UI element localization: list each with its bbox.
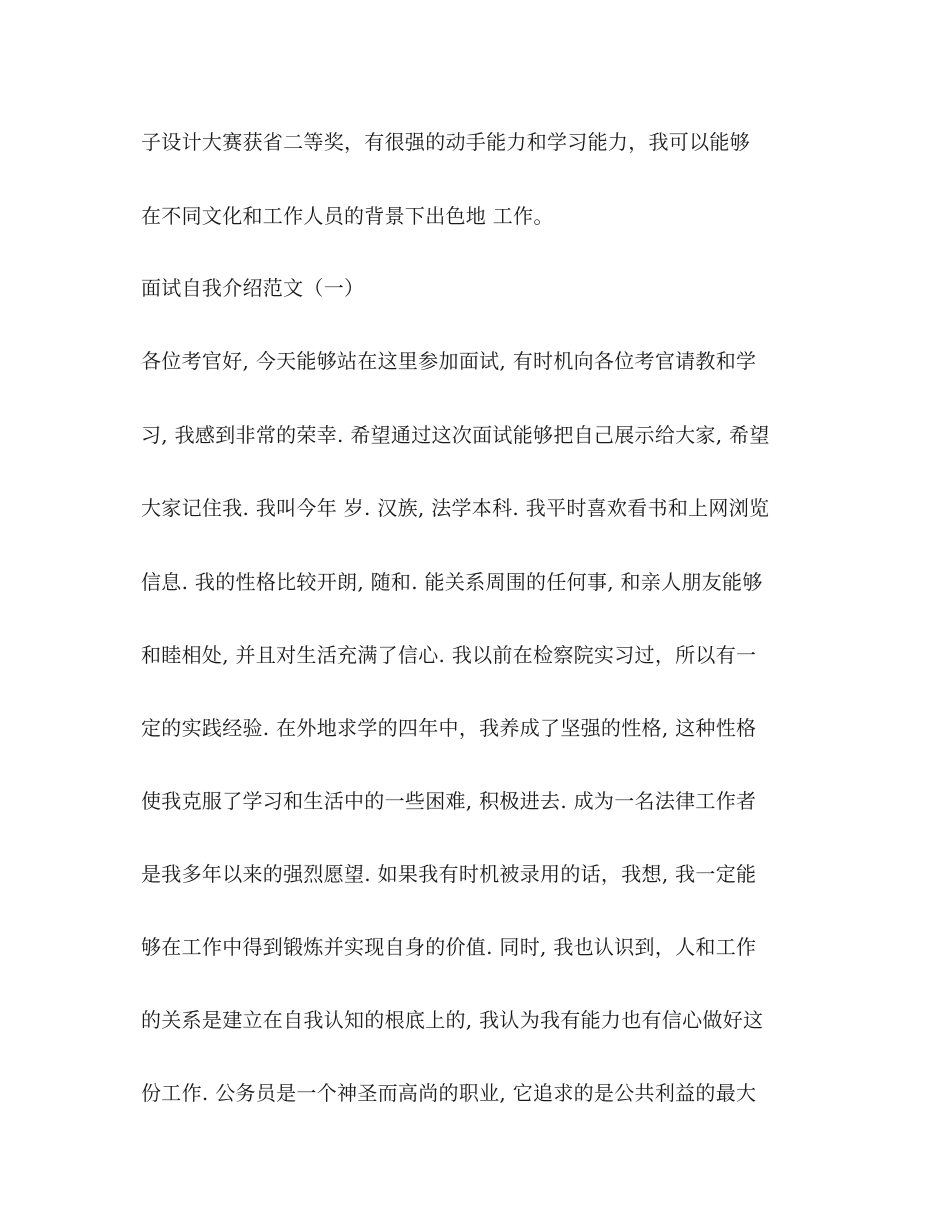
text-line: 和睦相处, 并且对生活充满了信心. 我以前在检察院实习过，所以有一 [141,643,757,667]
text-line: 够在工作中得到锻炼并实现自身的价值. 同时, 我也认识到，人和工作 [141,935,757,959]
text-line: 大家记住我. 我叫今年 岁. 汉族, 法学本科. 我平时喜欢看书和上网浏览 [141,496,770,520]
text-line: 各位考官好, 今天能够站在这里参加面试, 有时机向各位考官请教和学 [141,349,757,373]
section-heading: 面试自我介绍范文（一） [141,276,365,300]
text-line: 的关系是建立在自我认知的根底上的, 我认为我有能力也有信心做好这 [141,1008,764,1032]
text-line: 使我克服了学习和生活中的一些困难, 积极进去. 成为一名法律工作者 [141,789,757,813]
text-line: 是我多年以来的强烈愿望. 如果我有时机被录用的话，我想, 我一定能 [141,862,757,886]
text-line: 子设计大赛获省二等奖，有很强的动手能力和学习能力，我可以能够 [141,130,750,154]
text-line: 份工作. 公务员是一个神圣而高尚的职业, 它追求的是公共利益的最大 [141,1081,757,1105]
text-line: 习, 我感到非常的荣幸. 希望通过这次面试能够把自己展示给大家, 希望 [141,423,770,447]
text-line: 信息. 我的性格比较开朗, 随和. 能关系周围的任何事, 和亲人朋友能够 [141,570,763,594]
text-line: 定的实践经验. 在外地求学的四年中，我养成了坚强的性格, 这种性格 [141,716,757,740]
text-line: 在不同文化和工作人员的背景下出色地 工作。 [141,204,554,228]
